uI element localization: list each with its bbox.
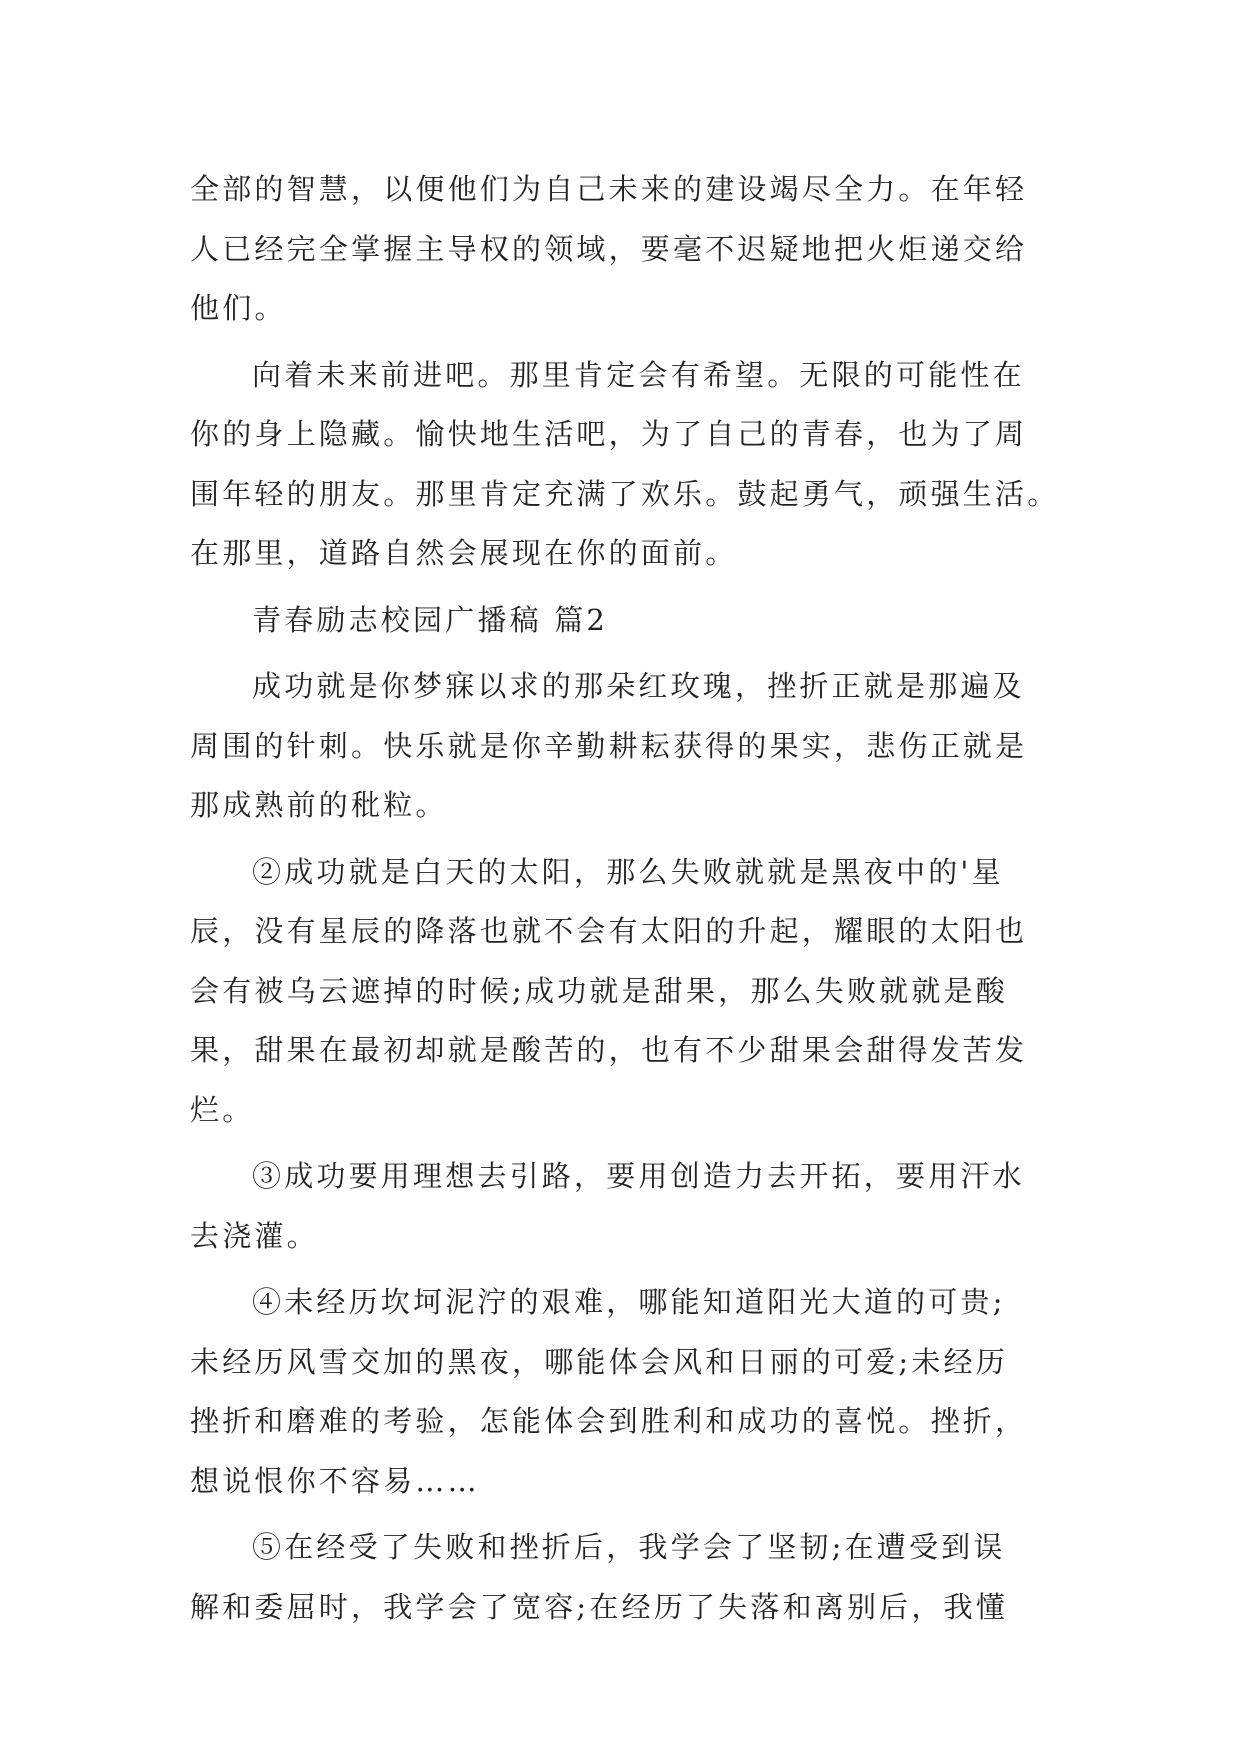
- text-line: 成功就是你梦寐以求的那朵红玫瑰，挫折正就是那遍及: [252, 669, 1025, 703]
- paragraph: [190, 1147, 1052, 1266]
- text-line: ④未经历坎坷泥泞的艰难，哪能知道阳光大道的可贵;: [252, 1285, 1006, 1319]
- paragraph: [190, 1273, 1052, 1511]
- text-line: 那成熟前的秕粒。: [190, 788, 448, 822]
- text-line: 果，甜果在最初却就是酸苦的，也有不少甜果会甜得发苦发: [190, 1033, 1028, 1067]
- text-line: 向着未来前进吧。那里肯定会有希望。无限的可能性在: [252, 357, 1025, 392]
- text-line: 去浇灌。: [190, 1218, 319, 1253]
- text-line: 未经历风雪交加的黑夜，哪能体会风和日丽的可爱;未经历: [190, 1344, 1008, 1379]
- text-line: 在那里，道路自然会展现在你的面前。: [190, 536, 738, 570]
- text-line: ③成功要用理想去引路，要用创造力去开拓，要用汗水: [252, 1159, 1025, 1193]
- text-line: ②成功就是白天的太阳，那么失败就就是黑夜中的'星: [252, 854, 1004, 889]
- text-line: ⑤在经受了失败和挫折后，我学会了坚韧;在遭受到误: [252, 1530, 1006, 1564]
- paragraph: [190, 657, 1052, 836]
- text-line: 辰，没有星辰的降落也就不会有太阳的升起，耀眼的太阳也: [190, 914, 1028, 948]
- text-line: 烂。: [190, 1092, 255, 1127]
- paragraph: [190, 346, 1060, 584]
- text-line: 青春励志校园广播稿 篇2: [252, 602, 609, 637]
- text-line: 你的身上隐藏。愉快地生活吧，为了自己的青春，也为了周: [190, 417, 1028, 451]
- document-body: [190, 160, 1060, 1637]
- text-line: 他们。: [190, 291, 287, 325]
- text-line: 解和委屈时，我学会了宽容;在经历了失落和离别后，我懂: [190, 1589, 1008, 1624]
- paragraph: [190, 843, 1052, 1141]
- text-line: 人已经完全掌握主导权的领域，要毫不迟疑地把火炬递交给: [190, 231, 1028, 266]
- text-line: 会有被乌云遮掉的时候;成功就是甜果，那么失败就就是酸: [190, 973, 1008, 1008]
- section-heading: [190, 591, 1052, 651]
- paragraph: [190, 1518, 1052, 1637]
- text-line: 挫折和磨难的考验，怎能体会到胜利和成功的喜悦。挫折，: [190, 1404, 1028, 1438]
- paragraph: [190, 160, 1052, 339]
- text-line: 围年轻的朋友。那里肯定充满了欢乐。鼓起勇气，顽强生活。: [190, 476, 1060, 511]
- text-line: 全部的智慧，以便他们为自己未来的建设竭尽全力。在年轻: [190, 172, 1028, 206]
- text-line: 周围的针刺。快乐就是你辛勤耕耘获得的果实，悲伤正就是: [190, 728, 1028, 763]
- text-line: 想说恨你不容易……: [190, 1463, 480, 1498]
